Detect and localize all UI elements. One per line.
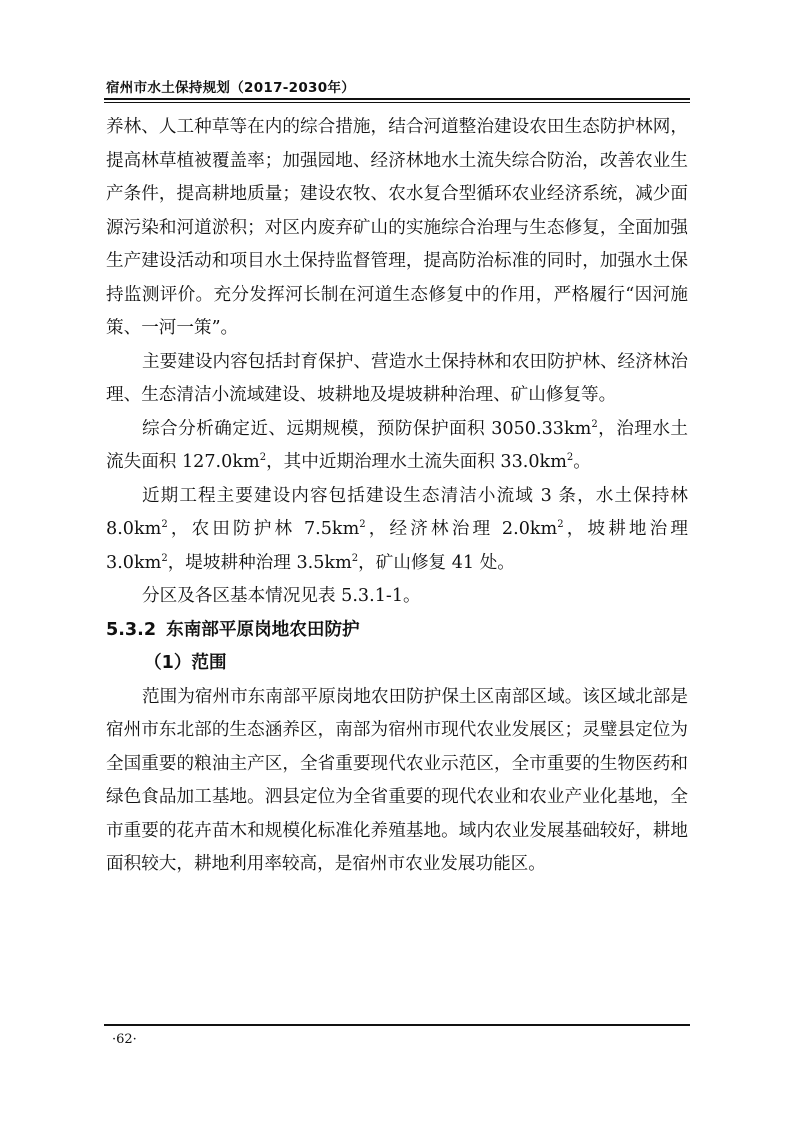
section-title: 东南部平原岗地农田防护 <box>166 619 360 640</box>
paragraph-table-reference: 分区及各区基本情况见表 5.3.1-1。 <box>142 586 421 606</box>
paragraph-scope: 范围为宿州市东南部平原岗地农田防护保土区南部区域。该区域北部是宿州市东北部的生态涵养区，南部为宿州市现代农业发展区；灵璧县定位为全国重要的粮油主产区，全省重要现代农业示范区，全市重要的生物医药和绿色食品加工基地。泗县定位为全省重要的现代农业和农业产业化基地，全市重要的花卉苗木和规模化标准化养殖基地。域内农业发展基础较好，耕地面积较大，耕地利用率较高，是宿州市农业发展功能区。 <box>106 686 688 874</box>
paragraph-scale: 综合分析确定近、远期规模，预防保护面积 $3050.33km^2$，治理水土流失面积 $127.0km^2$，其中近期治理水土流失面积 $33.0km^2$。 <box>106 418 688 472</box>
footer-rule <box>104 1024 690 1026</box>
section-heading <box>106 614 688 648</box>
page-number: ·62· <box>112 1032 137 1047</box>
header-rule-thick <box>104 98 690 100</box>
subsection-heading: （1）范围 <box>144 653 227 673</box>
paragraph-near-term-works: 近期工程主要建设内容包括建设生态清洁小流域 3 条，水土保持林 $8.0km^2$，农田防护林 $7.5km^2$，经济林治理 $2.0km^2$，坡耕地治理 $3.0km^2$，堤坡耕种治理 $3.5km^2$，矿山修复 41 处。 <box>106 485 688 573</box>
running-header-title: 宿州市水土保持规划（2017-2030年） <box>106 80 356 96</box>
paragraph-measures: 养林、人工种草等在内的综合措施，结合河道整治建设农田生态防护林网，提高林草植被覆盖率；加强园地、经济林地水土流失综合防治，改善农业生产条件，提高耕地质量；建设农牧、农水复合型循环农业经济系统，减少面源污染和河道淤积；对区内废弃矿山的实施综合治理与生态修复，全面加强生产建设活动和项目水土保持监督管理，提高防治标准的同时，加强水土保持监测评价。充分发挥河长制在河道生态修复中的作用，严格履行“因河施策、一河一策”。 <box>106 117 688 338</box>
page-body <box>106 111 688 882</box>
section-number: 5.3.2 <box>106 619 157 640</box>
header-rule-thin <box>104 102 690 103</box>
paragraph-construction-content: 主要建设内容包括封育保护、营造水土保持林和农田防护林、经济林治理、生态清洁小流域建设、坡耕地及堤坡耕种治理、矿山修复等。 <box>106 351 688 405</box>
